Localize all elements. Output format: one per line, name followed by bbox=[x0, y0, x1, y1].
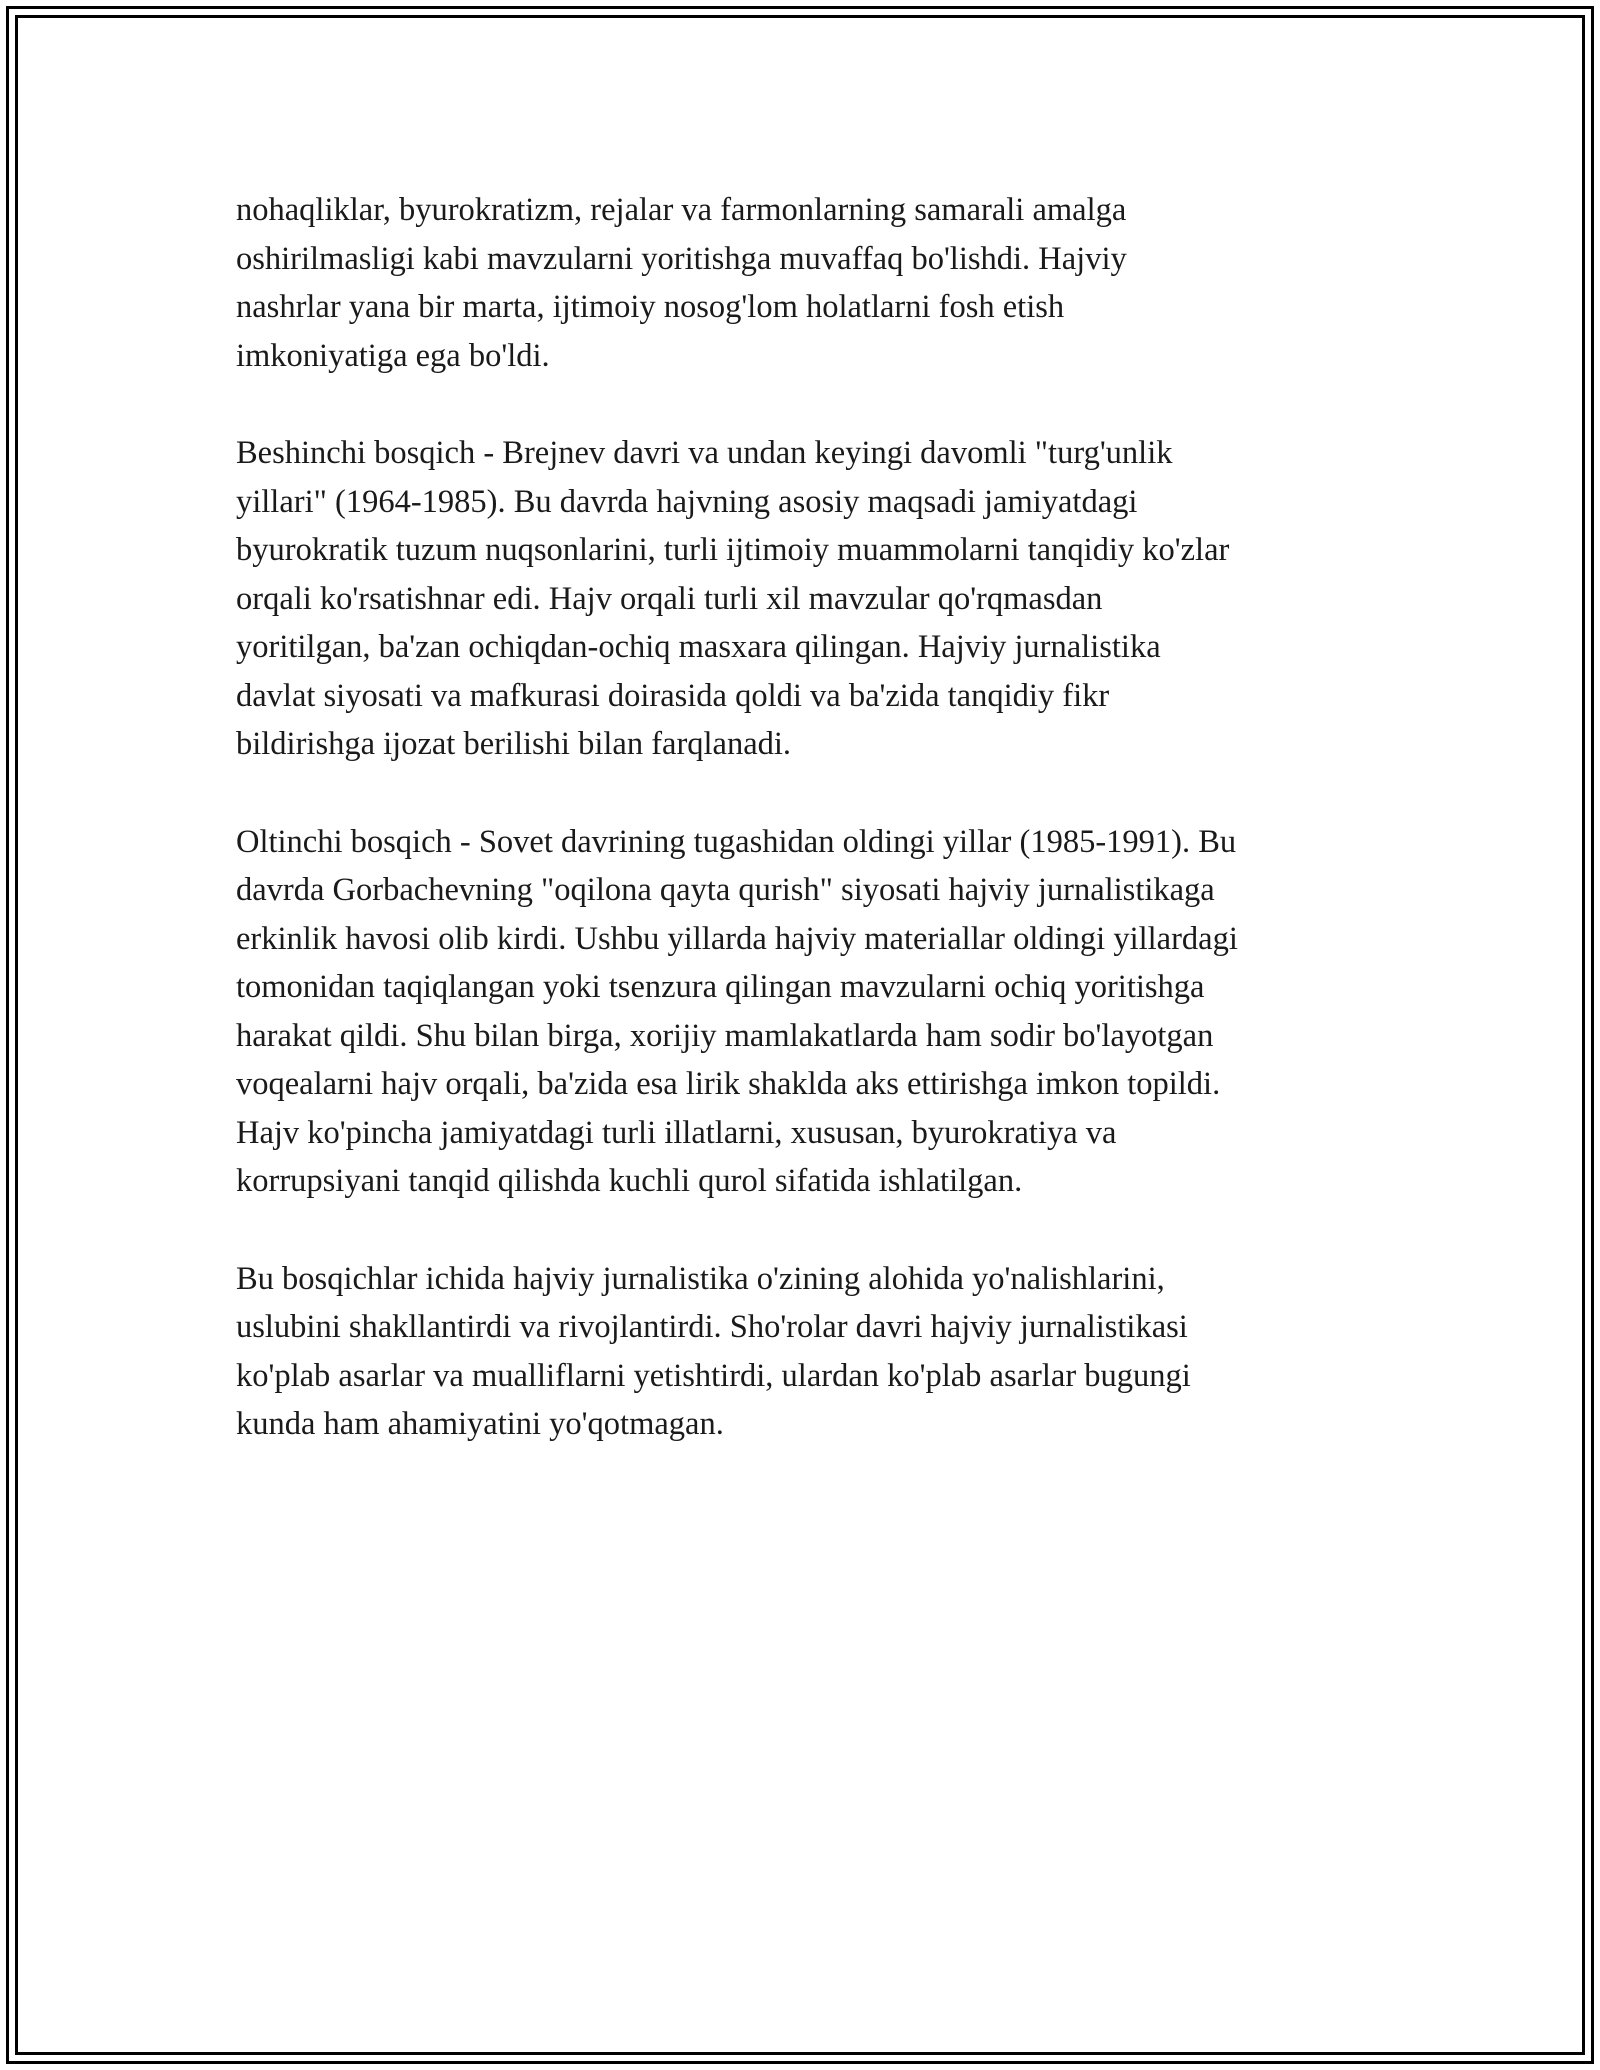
paragraph-fifth-stage: Beshinchi bosqich - Brejnev davri va undan keyingi davomli "turg'unlik yillari" (1964-1985). Bu davrda hajvning asosiy maqsadi jamiyatdagi byurokratik tuzum nuqsonlarini, turli ijtimoiy muammolarni tanqidiy ko'zlar orqali ko'rsatishnar edi. Hajv orqali turli xil mavzular qo'rqmasdan yoritilgan, ba'zan ochiqdan-ochiq masxara qilingan. Hajviy jurnalistika davlat siyosati va mafkurasi doirasida qoldi va ba'zida tanqidiy fikr bildirishga ijozat berilishi bilan farqlanadi. bbox=[236, 435, 1230, 762]
paragraph-continuation: nohaqliklar, byurokratizm, rejalar va farmonlarning samarali amalga oshirilmasligi kabi mavzularni yoritishga muvaffaq bo'lishdi. Hajviy nashrlar yana bir marta, ijtimoiy nosog'lom holatlarni fosh etish imkoniyatiga ega bo'ldi. bbox=[236, 192, 1127, 374]
paragraph-conclusion: Bu bosqichlar ichida hajviy jurnalistika o'zining alohida yo'nalishlarini, uslubini shakllantirdi va rivojlantirdi. Sho'rolar davri hajviy jurnalistikasi ko'plab asarlar va mualliflarni yetishtirdi, ulardan ko'plab asarlar bugungi kunda ham ahamiyatini yo'qotmagan. bbox=[236, 1260, 1191, 1442]
paragraph-sixth-stage: Oltinchi bosqich - Sovet davrining tugashidan oldingi yillar (1985-1991). Bu davrda Gorbachevning "oqilona qayta qurish" siyosati hajviy jurnalistikaga erkinlik havosi olib kirdi. Ushbu yillarda hajviy materiallar oldingi yillardagi tomonidan taqiqlangan yoki tsenzura qilingan mavzularni ochiq yoritishga harakat qildi. Shu bilan birga, xorijiy mamlakatlarda ham sodir bo'layotgan voqealarni hajv orqali, ba'zida esa lirik shaklda aks ettirishga imkon topildi. Hajv ko'pincha jamiyatdagi turli illatlarni, xususan, byurokratiya va korrupsiyani tanqid qilishda kuchli qurol sifatida ishlatilgan. bbox=[236, 823, 1238, 1199]
document-body bbox=[236, 186, 1376, 1449]
